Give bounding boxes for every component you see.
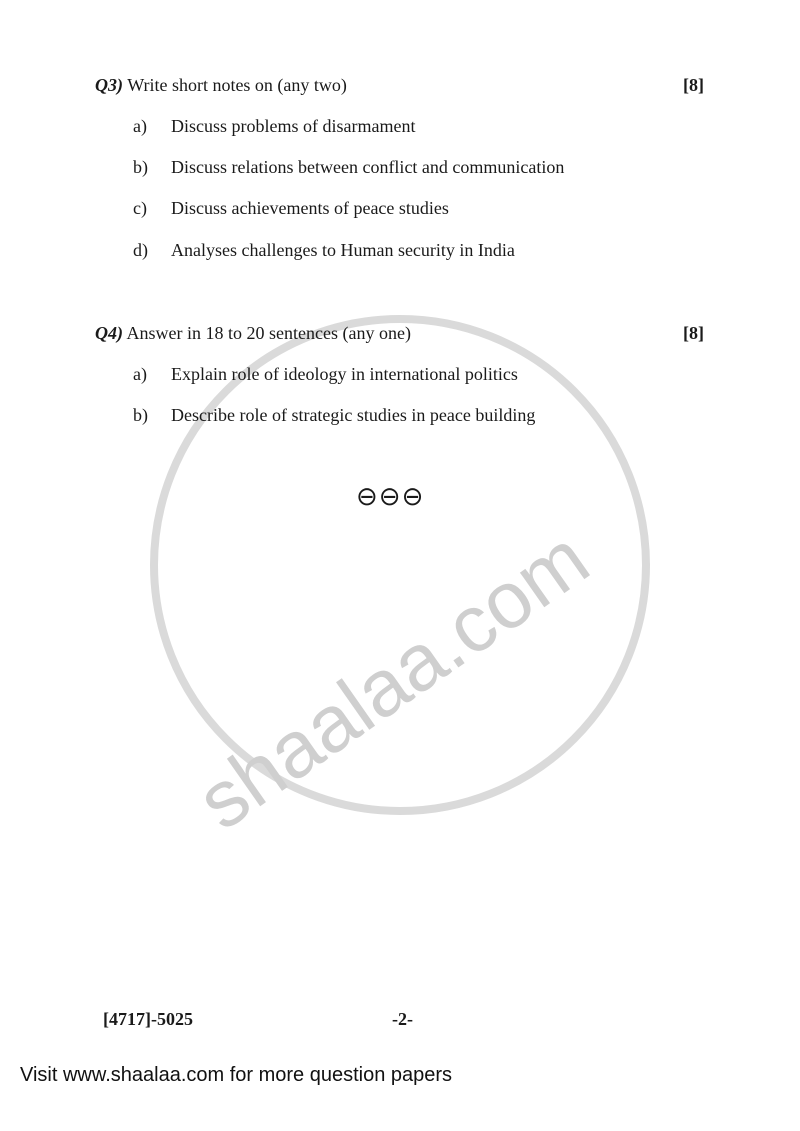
item-label: b) <box>133 405 148 425</box>
item-text: Analyses challenges to Human security in India <box>171 240 515 260</box>
watermark-text: shaalaa.com <box>181 513 605 847</box>
paper-code: [4717]-5025 <box>103 1009 193 1029</box>
question-marks: [8] <box>683 75 704 95</box>
question-3 <box>95 75 347 96</box>
question-number: Q4) <box>95 323 123 343</box>
item-label: a) <box>133 364 147 384</box>
question-marks: [8] <box>683 323 704 343</box>
question-text: Write short notes on (any two) <box>127 75 347 95</box>
item-text: Explain role of ideology in international politics <box>171 364 518 384</box>
question-text: Answer in 18 to 20 sentences (any one) <box>126 323 411 343</box>
question-4 <box>95 323 411 344</box>
question-number: Q3) <box>95 75 123 95</box>
promo-banner-link[interactable]: Visit www.shaalaa.com for more question papers <box>20 1064 453 1086</box>
item-text: Discuss problems of disarmament <box>171 116 416 136</box>
item-label: c) <box>133 198 147 218</box>
item-text: Discuss relations between conflict and communication <box>171 157 565 177</box>
page-number: -2- <box>392 1009 413 1029</box>
end-of-paper-symbol: ⊖⊖⊖ <box>356 482 425 512</box>
item-text: Describe role of strategic studies in peace building <box>171 405 536 425</box>
item-label: d) <box>133 240 148 260</box>
item-label: a) <box>133 116 147 136</box>
item-label: b) <box>133 157 148 177</box>
item-text: Discuss achievements of peace studies <box>171 198 449 218</box>
